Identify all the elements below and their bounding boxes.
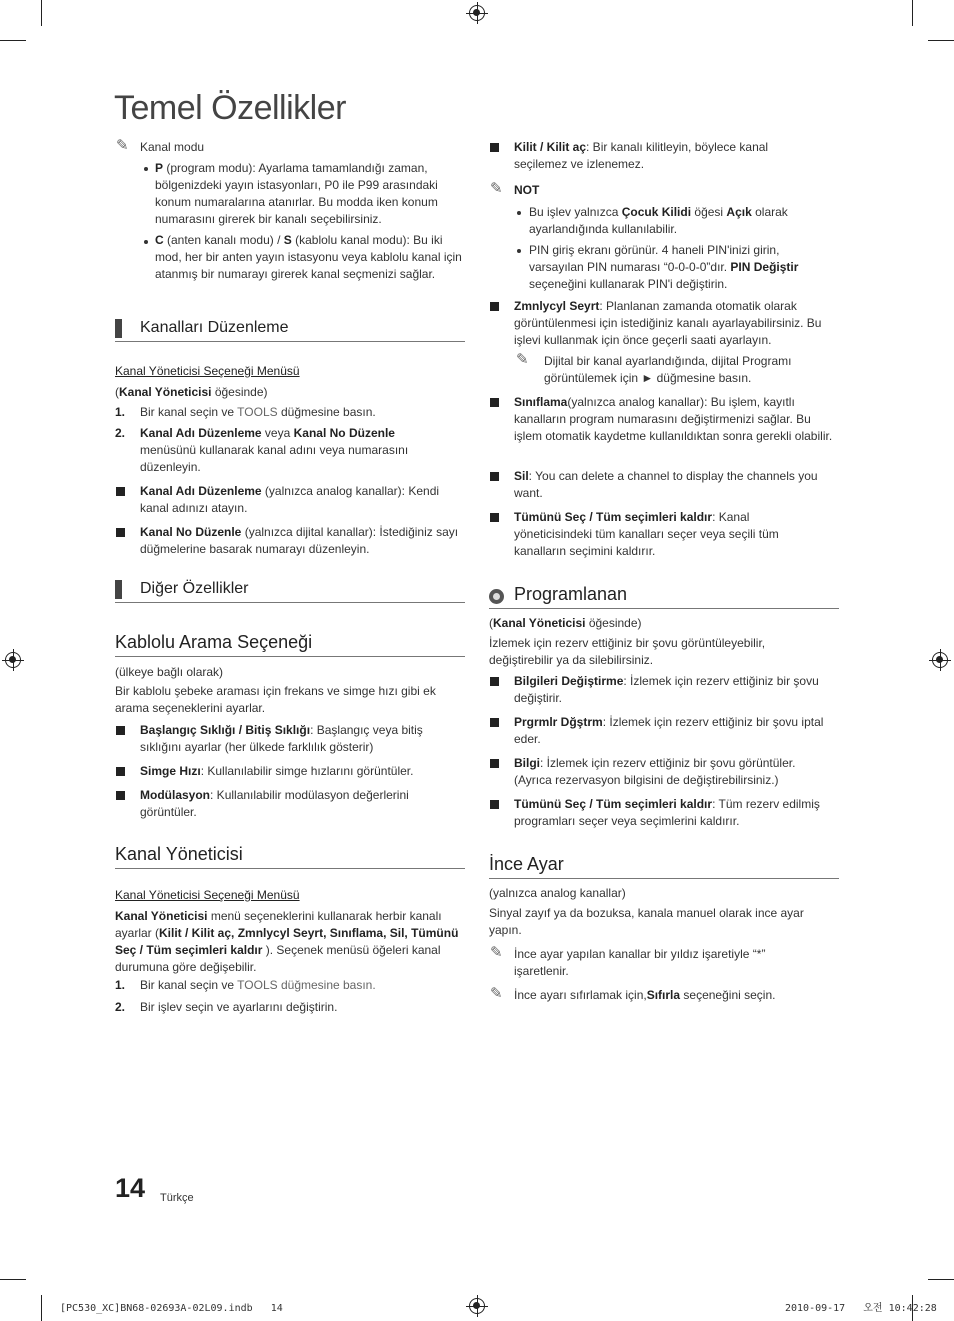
- step-number: 2.: [115, 1000, 126, 1014]
- item-delete: Sil: You can delete a channel to display the channels you want.: [514, 469, 818, 500]
- divider: [115, 602, 465, 603]
- cable-desc: Bir kablolu şebeke araması için frekans ve simge hızı gibi ek arama seçeneklerini ayarlar.: [115, 684, 436, 715]
- crop-mark: [0, 40, 26, 41]
- step-number: 1.: [115, 978, 126, 992]
- section-cable-search: Kablolu Arama Seçeneği: [115, 632, 313, 652]
- crop-mark: [0, 1279, 26, 1280]
- menu-path-link: Kanal Yöneticisi Seçeneği Menüsü: [115, 364, 300, 378]
- scheduled-desc: İzlemek için rezerv ettiğiniz bir şovu görüntüleyebilir, değiştirebilir ya da silebilirsiniz.: [489, 636, 766, 667]
- item-timer-viewing: Zmnlycyl Seyrt: Planlanan zamanda otomatik olarak görüntülenmesi için istediğiniz kanalı ayarlayabilirsiniz. Bu işlevi kullanmak için önce geçerli saati ayarlayın.: [514, 299, 822, 347]
- divider: [115, 341, 465, 342]
- step-number: 2.: [115, 426, 126, 440]
- step-2: Kanal Adı Düzenleme veya Kanal No Düzenle menüsünü kullanarak kanal adını veya numarasını düzenleyin.: [140, 426, 409, 474]
- section-channel-manager: Kanal Yöneticisi: [115, 844, 243, 864]
- note-pin: PIN giriş ekranı görünür. 4 haneli PIN'inizi girin, varsayılan PIN numarası “0-0-0-0”dır. PIN Değiştir seçeneğini kullanarak PIN'i değiştirin.: [529, 243, 799, 291]
- registration-mark-icon: [469, 5, 485, 21]
- fine-tune-note: (yalnızca analog kanallar): [489, 886, 626, 900]
- bullet-antenna-mode: C (anten kanalı modu) / S (kablolu kanal modu): Bu iki mod, her bir anten yayın istasyonu veya kablolu kanal için atanmış bir numarayı girerek kanal seçmenizi sağlar.: [155, 233, 462, 281]
- step-2: Bir işlev seçin ve ayarlarını değiştirin.: [140, 1000, 338, 1014]
- registration-mark-icon: [469, 1298, 485, 1314]
- subheading-other-features: Diğer Özellikler: [140, 580, 249, 597]
- section-scheduled: Programlanan: [514, 584, 628, 604]
- scheduled-context: (Kanal Yöneticisi öğesinde): [489, 616, 642, 630]
- bullet-dot: [517, 249, 521, 253]
- square-bullet-icon: [490, 800, 499, 809]
- item-start-stop-freq: Başlangıç Sıklığı / Bitiş Sıklığı: Başlangıç veya bitiş sıklığını ayarlar (her ülkede farklılık gösterir): [140, 723, 423, 754]
- note-label: NOT: [514, 183, 540, 197]
- subheading-edit-channels: Kanalları Düzenleme: [140, 319, 289, 336]
- note-label: Kanal modu: [140, 140, 205, 154]
- bullet-dot: [144, 240, 148, 244]
- square-bullet-icon: [490, 759, 499, 768]
- square-bullet-icon: [116, 528, 125, 537]
- item-select-all-scheduled: Tümünü Seç / Tüm seçimleri kaldır: Tüm rezerv edilmiş programları seçer veya seçimlerini kaldırır.: [514, 797, 820, 828]
- print-timestamp: 2010-09-17 오전 10:42:28: [785, 1303, 937, 1314]
- item-select-all: Tümünü Seç / Tüm seçimleri kaldır: Kanal yöneticisindeki tüm kanalları seçer veya seçili tüm kanalların seçimini kaldırır.: [514, 510, 779, 558]
- timer-note: Dijital bir kanal ayarlandığında, dijital Programı görüntülemek için ► düğmesine basın.: [544, 354, 792, 385]
- divider: [115, 868, 465, 869]
- divider: [115, 656, 465, 657]
- item-info: Bilgi: İzlemek için rezerv ettiğiniz bir şovu görüntüler. (Ayrıca rezervasyon bilgisini de değiştirebilirsiniz.): [514, 756, 796, 787]
- pencil-note-icon: ✎: [116, 137, 129, 154]
- crop-mark: [912, 0, 913, 26]
- fine-tune-note-2: İnce ayarı sıfırlamak için,Sıfırla seçeneğini seçin.: [514, 988, 776, 1002]
- crop-mark: [41, 1295, 42, 1321]
- divider: [489, 608, 839, 609]
- page-title: Temel Özellikler: [114, 89, 346, 127]
- pencil-note-icon: ✎: [490, 985, 503, 1002]
- square-bullet-icon: [490, 143, 499, 152]
- divider: [489, 878, 839, 879]
- item-sort: Sınıflama(yalnızca analog kanallar): Bu işlem, kayıtlı kanalların program numarasını değiştirmenizi sağlar. Bu işlem otomatik kaydetme kullanıldıktan sonra gerekli olabilir.: [514, 395, 833, 443]
- registration-mark-icon: [932, 652, 948, 668]
- language-label: Türkçe: [160, 1192, 194, 1204]
- item-edit-channel-number: Kanal No Düzenle (yalnızca dijital kanallar): İstediğiniz sayı düğmelerine basarak numarayı düzenleyin.: [140, 525, 459, 556]
- square-bullet-icon: [116, 487, 125, 496]
- crop-mark: [928, 40, 954, 41]
- square-bullet-icon: [490, 302, 499, 311]
- square-bullet-icon: [490, 398, 499, 407]
- clock-icon: [489, 589, 504, 604]
- fine-tune-note-1: İnce ayar yapılan kanallar bir yıldız işaretiyle “*” işaretlenir.: [514, 947, 766, 978]
- pencil-note-icon: ✎: [490, 944, 503, 961]
- item-change-info: Bilgileri Değiştirme: İzlemek için rezerv ettiğiniz bir şovu değiştirir.: [514, 674, 819, 705]
- pencil-note-icon: ✎: [516, 351, 529, 368]
- subhead-bar: [115, 319, 122, 338]
- bullet-dot: [517, 211, 521, 215]
- square-bullet-icon: [490, 472, 499, 481]
- item-symbol-rate: Simge Hızı: Kullanılabilir simge hızlarını görüntüler.: [140, 764, 414, 778]
- item-lock-unlock: Kilit / Kilit aç: Bir kanalı kilitleyin, böylece kanal seçilemez ve izlenemez.: [514, 140, 769, 171]
- bullet-program-mode: P (program modu): Ayarlama tamamlandığı zaman, bölgenizdeki yayın istasyonları, P0 ile P99 arasındaki konum numaralarına atanırlar. Bu modda iken konum numarasını girerek bir kanalı seçebilirsiniz.: [155, 161, 438, 226]
- item-edit-channel-name: Kanal Adı Düzenleme (yalnızca analog kanallar): Kendi kanal adınızı atayın.: [140, 484, 440, 515]
- crop-mark: [41, 0, 42, 26]
- subhead-bar: [115, 580, 122, 599]
- crop-mark: [928, 1279, 954, 1280]
- print-file-info: [PC530_XC]BN68-02693A-02L09.indb 14: [60, 1303, 283, 1314]
- registration-mark-icon: [5, 652, 21, 668]
- step-number: 1.: [115, 405, 126, 419]
- page-number: 14: [115, 1173, 146, 1203]
- square-bullet-icon: [490, 513, 499, 522]
- item-modulation: Modülasyon: Kullanılabilir modülasyon değerlerini görüntüler.: [140, 788, 409, 819]
- square-bullet-icon: [490, 718, 499, 727]
- cable-note: (ülkeye bağlı olarak): [115, 665, 224, 679]
- bullet-dot: [144, 167, 148, 171]
- square-bullet-icon: [116, 791, 125, 800]
- step-1: Bir kanal seçin ve TOOLS düğmesine basın.: [140, 405, 376, 419]
- channel-manager-desc: Kanal Yöneticisi menü seçeneklerini kullanarak herbir kanalı ayarlar (Kilit / Kilit aç, Zmnlycyl Seyrt, Sınıflama, Sil, Tümünü Seç / Tüm seçimleri kaldır ). Seçenek menüsü öğeleri kanal durumuna göre değişebilir.: [115, 909, 459, 974]
- square-bullet-icon: [116, 726, 125, 735]
- square-bullet-icon: [490, 677, 499, 686]
- menu-context: (Kanal Yöneticisi öğesinde): [115, 385, 268, 399]
- pencil-note-icon: ✎: [490, 180, 503, 197]
- step-1: Bir kanal seçin ve TOOLS düğmesine basın.: [140, 978, 376, 992]
- note-child-lock: Bu işlev yalnızca Çocuk Kilidi öğesi Açık olarak ayarlandığında kullanılabilir.: [529, 205, 788, 236]
- menu-path-link: Kanal Yöneticisi Seçeneği Menüsü: [115, 888, 300, 902]
- item-cancel-schedule: Prgrmlr Dğştrm: İzlemek için rezerv ettiğiniz bir şovu iptal eder.: [514, 715, 824, 746]
- fine-tune-desc: Sinyal zayıf ya da bozuksa, kanala manuel olarak ince ayar yapın.: [489, 906, 804, 937]
- section-fine-tune: İnce Ayar: [489, 854, 564, 874]
- square-bullet-icon: [116, 767, 125, 776]
